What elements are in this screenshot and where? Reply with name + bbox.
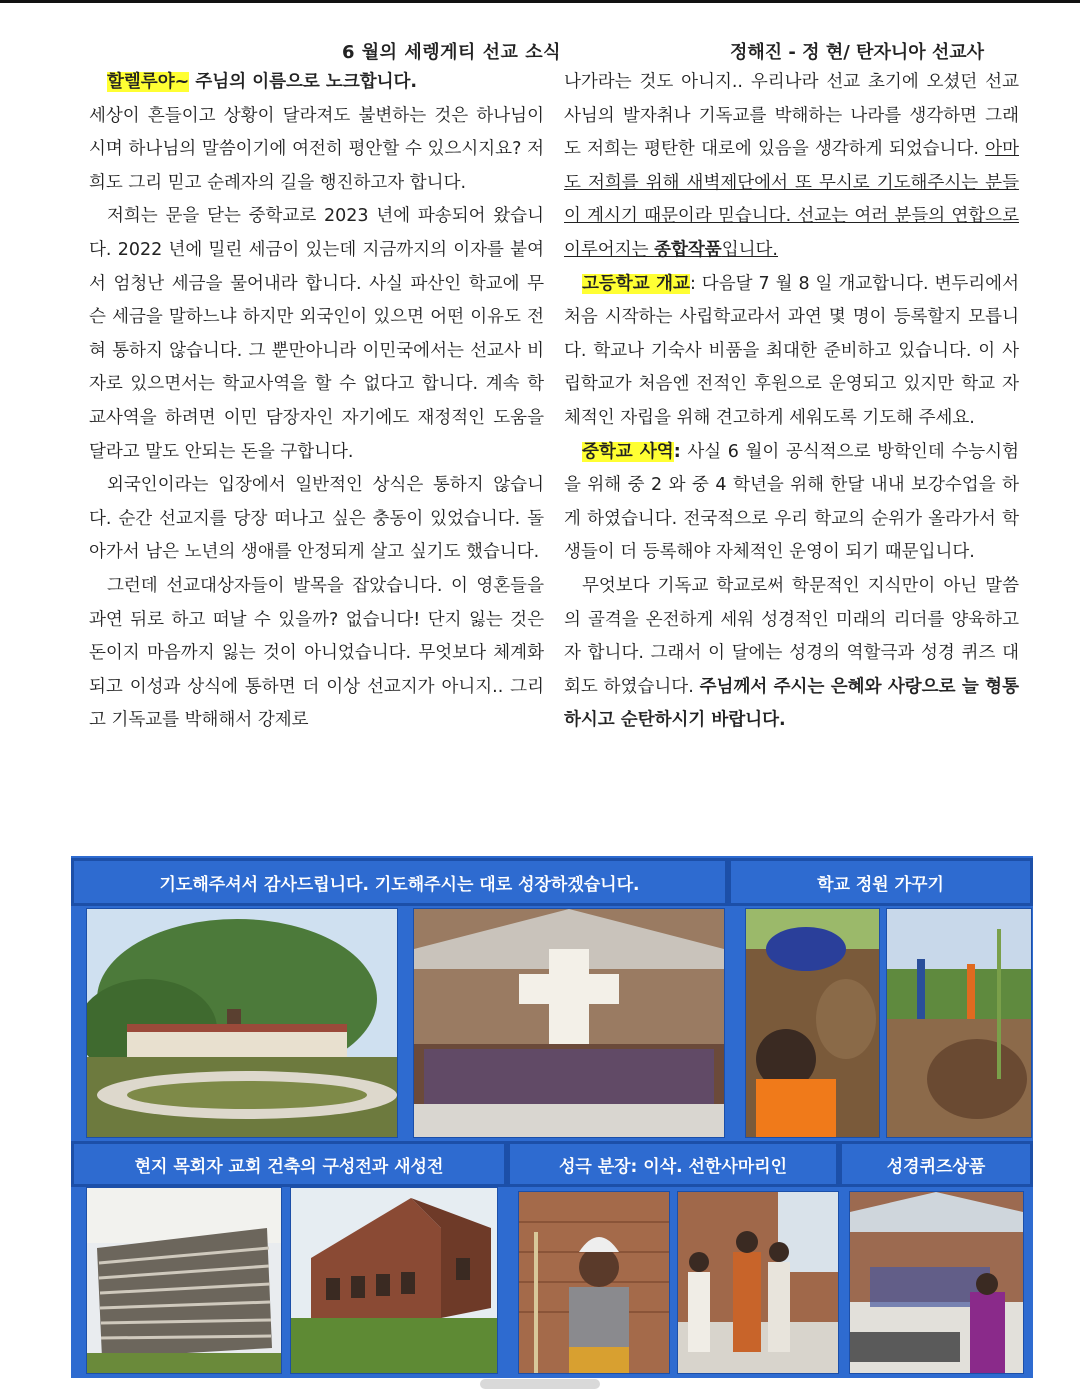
- newsletter-author: 정해진 - 정 현/ 탄자니아 선교사: [730, 42, 985, 63]
- garden-planting-photo-1: [745, 908, 880, 1138]
- garden-planting-photo-2: [886, 908, 1032, 1138]
- top-rule: [0, 0, 1080, 3]
- paragraph-4: 그런데 선교대상자들이 발목을 잡았습니다. 이 영혼들을 과연 뒤로 하고 떠날 수 있을까? 없습니다! 단지 잃는 것은 돈이지 마음까지 잃는 것이 아니었습니다. 무엇보다 체계화되고 이성과 상식에 통하면 더 이상 선교지가 아니지.. 그리고 기독교를 박해해서 강제로: [89, 575, 544, 731]
- prayer-thanks-text: 아마도 저희를 위해 새벽제단에서 또 무시로 기도해주시는 분들이 계시기 때문이라 믿습니다. 선교는 여러 분들의 연합으로 이루어지는: [564, 139, 1019, 260]
- right-column: [564, 66, 1019, 738]
- newsletter-title: 6 월의 세렝게티 선교 소식: [342, 42, 561, 63]
- closing-text: 무엇보다 기독교 학교로써 학문적인 지식만이 아닌 말씀의 골격을 온전하게 세워 성경적인 미래의 리더를 양육하고자 합니다. 그래서 이 달에는 성경의 역할극과 성경 퀴즈 대회도 하였습니다.: [564, 575, 1019, 697]
- closing-blessing: 주님께서 주시는 은혜와 사랑으로 늘 형통하시고 순탄하시기 바랍니다.: [564, 676, 1019, 731]
- quiz-prizes-photo: [849, 1191, 1024, 1374]
- greeting-highlight: 할렐루야~: [107, 72, 190, 92]
- joint-work-end: 입니다.: [721, 239, 778, 260]
- paragraph-2: 저희는 문을 닫는 중학교로 2023 년에 파송되어 왔습니다. 2022 년에 밀린 세금이 있는데 지금까지의 이자를 붙여서 엄청난 세금을 물어내라 합니다. 사실 파산인 학교에 무슨 세금을 말하느냐 하지만 외국인이 있으면 어떤 이유도 전혀 통하지 않습니다. 그 뿐만아니라 이민국에서는 선교사 비자로 있으면서는 학교사역을 할 수 없다고 합니다. 계속 학교사역을 하려면 이민 담장자인 자기에도 재정적인 도움을 달라고 말도 안되는 돈을 구합니다.: [89, 206, 544, 462]
- caption-play: 성극 분장: 이삭. 선한사마리인: [507, 1141, 839, 1187]
- middle-school-colon: :: [673, 441, 681, 462]
- caption-thanks: 기도해주셔서 감사드립니다. 기도해주시는 대로 성장하겠습니다.: [71, 858, 728, 906]
- caption-garden: 학교 정원 가꾸기: [728, 858, 1033, 906]
- scroll-indicator[interactable]: [480, 1379, 600, 1389]
- caption-church: 현지 목회자 교회 건축의 구성전과 새성전: [71, 1141, 507, 1187]
- school-assembly-photo: [86, 908, 398, 1138]
- paragraph-continued: [564, 66, 1019, 268]
- play-isaac-photo: [518, 1191, 670, 1374]
- paragraph-3: 외국인이라는 입장에서 일반적인 상식은 통하지 않습니다. 순간 선교지를 당장 떠나고 싶은 충동이 있었습니다. 돌아가서 남은 노년의 생애를 안정되게 살고 싶기도 했습니다.: [89, 475, 544, 563]
- play-samaritan-photo: [677, 1191, 839, 1374]
- middle-school-text: 사실 6 월이 공식적으로 방학인데 수능시험을 위해 중 2 와 중 4 학년을 위해 한달 내내 보강수업을 하게 하였습니다. 전국적으로 우리 학교의 순위가 올라가서 학생들이 더 등록해야 자체적인 운영이 되기 때문입니다.: [564, 441, 1019, 563]
- joint-work-bold: 종합작품: [654, 239, 722, 260]
- greeting: [89, 66, 544, 100]
- greeting-text: 주님의 이름으로 노크합니다.: [189, 72, 418, 92]
- church-group-photo: [413, 908, 725, 1138]
- paragraph-1: 세상이 흔들이고 상황이 달라져도 불변하는 것은 하나님이시며 하나님의 말씀이기에 여전히 평안할 수 있으시지요? 저희도 그리 믿고 순례자의 길을 행진하고자 합니다.: [89, 105, 544, 193]
- new-church-photo: [290, 1187, 498, 1374]
- middle-school-heading: 중학교 사역: [582, 441, 674, 462]
- middle-school-section: [564, 436, 1019, 570]
- caption-quiz: 성경퀴즈상품: [839, 1141, 1033, 1187]
- high-school-heading: 고등학교 개교: [582, 273, 690, 294]
- high-school-text: : 다음달 7 월 8 일 개교합니다. 변두리에서 처음 시작하는 사립학교라서 과연 몇 명이 등록할지 모릅니다. 학교나 기숙사 비품을 최대한 준비하고 있습니다. 이 사립학교가 처음엔 전적인 후원으로 운영되고 있지만 학교 자체적인 자립을 위해 견고하게 세워도록 기도해 주세요.: [564, 273, 1019, 428]
- old-church-photo: [86, 1187, 282, 1374]
- closing-paragraph: [564, 570, 1019, 738]
- left-column: [89, 66, 544, 738]
- continued-text: 나가라는 것도 아니지.. 우리나라 선교 초기에 오셨던 선교사님의 발자취나 기독교를 박해하는 나라를 생각하면 그래도 저희는 평탄한 대로에 있음을 생각하게 되었습니다.: [564, 72, 1019, 160]
- high-school-section: [564, 268, 1019, 436]
